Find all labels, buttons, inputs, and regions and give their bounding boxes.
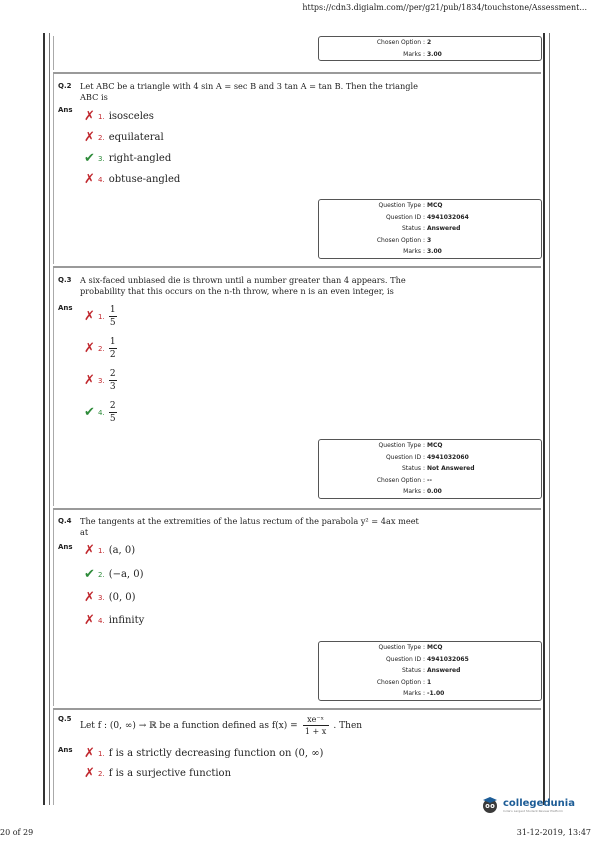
info-row [319, 654, 541, 666]
info-value: 3.00 [427, 248, 442, 255]
info-key: Chosen Option : [376, 476, 425, 484]
question-text [80, 516, 419, 538]
ans-label: Ans [58, 304, 73, 312]
question-text [80, 715, 362, 736]
option [84, 767, 231, 780]
denominator: 3 [109, 382, 116, 392]
ans-label: Ans [58, 746, 73, 754]
option [84, 568, 144, 581]
option-number: 3. [98, 154, 105, 163]
option [84, 305, 117, 328]
option-number: 2. [98, 344, 105, 353]
info-value: 3.00 [427, 50, 442, 58]
option [84, 337, 117, 360]
question-text-line: probability that this occurs on the n-th throw, where n is an even integer, is [80, 286, 394, 296]
question-number: Q.2 [58, 82, 72, 90]
fraction [109, 369, 117, 392]
question-text-part: . Then [333, 721, 363, 731]
info-key: Marks : [403, 248, 425, 255]
option-number: 3. [98, 593, 105, 602]
section-border [53, 36, 54, 70]
info-value: Answered [427, 225, 461, 232]
info-row [319, 642, 541, 654]
option-number: 3. [98, 376, 105, 385]
question-text-line: A six-faced unbiased die is thrown until a number greater than 4 appears. The [80, 275, 406, 285]
numerator: 1 [109, 305, 116, 315]
logo-tagline: India's Largest Student Review Platform [503, 808, 563, 813]
info-value: MCQ [427, 442, 443, 449]
option [84, 544, 135, 557]
info-key: Marks : [403, 690, 425, 697]
fraction [303, 715, 329, 736]
info-value: Not Answered [427, 465, 475, 472]
info-key: Chosen Option : [376, 236, 425, 244]
info-key: Chosen Option : [376, 39, 425, 46]
option-number: 4. [98, 175, 105, 184]
info-row [319, 677, 541, 689]
cross-icon: ✗ [84, 172, 95, 187]
info-key: Question ID : [385, 655, 425, 663]
question-info-box [318, 439, 542, 499]
info-key: Status : [401, 667, 425, 674]
cross-icon: ✗ [84, 543, 95, 558]
page-number: 20 of 29 [0, 828, 34, 837]
ans-label: Ans [58, 106, 73, 114]
section-border [53, 74, 54, 264]
info-key: Question Type : [378, 644, 425, 651]
info-key: Status : [401, 465, 425, 472]
info-value: 2 [427, 39, 432, 46]
section-divider [53, 266, 541, 268]
option [84, 614, 144, 627]
mascot-icon [480, 795, 500, 815]
info-key: Question ID : [385, 213, 425, 221]
info-value: Answered [427, 667, 461, 674]
info-row [319, 235, 541, 247]
page-url: https://cdn3.digialm.com//per/g21/pub/1834/touchstone/Assessment... [302, 3, 587, 12]
info-value: 4941032064 [427, 213, 469, 221]
info-row [319, 200, 541, 212]
question-text-line: at [80, 527, 89, 537]
info-key: Question Type : [378, 202, 425, 209]
info-row [319, 486, 541, 498]
option-text: infinity [108, 615, 145, 626]
cross-icon: ✗ [84, 373, 95, 388]
frame-border-left-inner [49, 33, 50, 805]
option-text: f is a surjective function [108, 768, 232, 779]
cross-icon: ✗ [84, 109, 95, 124]
collegedunia-logo [480, 795, 575, 815]
info-row [319, 665, 541, 677]
option-number: 2. [98, 570, 105, 579]
info-value: MCQ [427, 202, 443, 209]
info-row [319, 452, 541, 464]
denominator: 5 [109, 414, 116, 424]
info-row [319, 223, 541, 235]
frame-border-right [543, 33, 545, 805]
option-text: (−a, 0) [108, 569, 144, 580]
cross-icon: ✗ [84, 746, 95, 761]
frame-border-left [43, 33, 45, 805]
question-text-line: ABC is [80, 92, 108, 102]
info-key: Chosen Option : [376, 678, 425, 686]
numerator: xe⁻ˣ [307, 715, 324, 724]
option-text: f is a strictly decreasing function on (0, ∞) [108, 748, 324, 759]
option [84, 152, 171, 165]
option-number: 1. [98, 749, 105, 758]
info-value: 4941032065 [427, 655, 469, 663]
info-value: -- [427, 476, 432, 484]
option-number: 1. [98, 112, 105, 121]
info-value: 4941032060 [427, 453, 469, 461]
info-value: 1 [427, 678, 432, 686]
option-text: (a, 0) [108, 545, 136, 556]
info-row [319, 49, 541, 61]
section-divider [53, 72, 541, 74]
option [84, 131, 164, 144]
cross-icon: ✗ [84, 341, 95, 356]
info-row [319, 688, 541, 700]
info-key: Question ID : [385, 453, 425, 461]
info-row [319, 440, 541, 452]
option [84, 401, 117, 424]
option-number: 1. [98, 312, 105, 321]
question-number: Q.5 [58, 715, 72, 723]
option [84, 369, 117, 392]
info-value: 3 [427, 236, 432, 244]
section-divider [53, 708, 541, 710]
fraction [109, 337, 117, 360]
option-number: 1. [98, 546, 105, 555]
question-text [80, 275, 406, 297]
cross-icon: ✗ [84, 613, 95, 628]
cross-icon: ✗ [84, 309, 95, 324]
option [84, 591, 136, 604]
fraction [109, 401, 117, 424]
info-key: Marks : [403, 488, 425, 495]
info-value: 0.00 [427, 488, 442, 495]
info-value: -1.00 [427, 690, 445, 697]
ans-label: Ans [58, 543, 73, 551]
cross-icon: ✗ [84, 130, 95, 145]
option-text: right-angled [108, 153, 172, 164]
info-key: Question Type : [378, 442, 425, 449]
question-number: Q.4 [58, 517, 72, 525]
cross-icon: ✗ [84, 766, 95, 781]
info-key: Status : [401, 225, 425, 232]
frame-border-right-inner [549, 33, 550, 805]
option-number: 2. [98, 769, 105, 778]
section-border [53, 710, 54, 805]
question-text-line: The tangents at the extremities of the latus rectum of the parabola y² = 4ax meet [80, 516, 419, 526]
numerator: 2 [109, 369, 116, 379]
info-key: Marks : [403, 50, 425, 58]
info-value: MCQ [427, 644, 443, 651]
option-text: (0, 0) [108, 592, 136, 603]
question-text [80, 81, 418, 103]
question-text-line: Let ABC be a triangle with 4 sin A = sec B and 3 tan A = tan B. Then the triangle [80, 81, 418, 91]
numerator: 1 [109, 337, 116, 347]
option-number: 4. [98, 408, 105, 417]
section-border [53, 510, 54, 706]
print-datetime: 31-12-2019, 13:47 [516, 828, 591, 837]
option-text: equilateral [108, 132, 164, 143]
question-info-box [318, 641, 542, 701]
check-icon: ✔ [84, 151, 95, 166]
section-divider [53, 508, 541, 510]
numerator: 2 [109, 401, 116, 411]
info-row [319, 246, 541, 258]
option-text: obtuse-angled [108, 174, 181, 185]
denominator: 2 [109, 350, 116, 360]
section-border [53, 268, 54, 506]
option [84, 173, 180, 186]
check-icon: ✔ [84, 405, 95, 420]
question-number: Q.3 [58, 276, 72, 284]
denominator: 5 [109, 318, 116, 328]
info-row [319, 463, 541, 475]
question-info-box [318, 36, 542, 61]
info-row [319, 475, 541, 487]
option [84, 747, 323, 760]
cross-icon: ✗ [84, 590, 95, 605]
logo-text: collegedunia [503, 797, 575, 809]
option-text: isosceles [108, 111, 154, 122]
fraction [109, 305, 117, 328]
option-number: 4. [98, 616, 105, 625]
info-row [319, 37, 541, 49]
question-text-part: Let f : (0, ∞) → ℝ be a function defined as f(x) = [80, 721, 298, 731]
option-number: 2. [98, 133, 105, 142]
info-row [319, 212, 541, 224]
option [84, 110, 154, 123]
denominator: 1 + x [304, 727, 327, 736]
question-info-box [318, 199, 542, 259]
check-icon: ✔ [84, 567, 95, 582]
